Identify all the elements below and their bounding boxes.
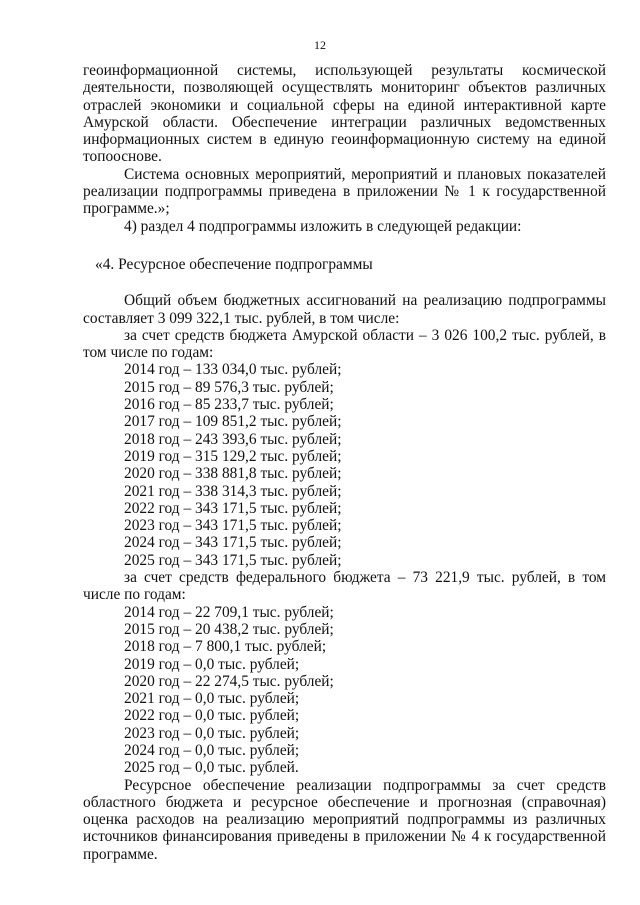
list-item: 2020 год – 338 881,8 тыс. рублей; [124, 465, 342, 483]
federal-budget-intro: за счет средств федерального бюджета – 73 221,9 тыс. рублей, в том числе по годам: [83, 569, 606, 604]
list-item: 2021 год – 338 314,3 тыс. рублей; [124, 482, 342, 500]
list-item: 2019 год – 315 129,2 тыс. рублей; [124, 447, 342, 465]
list-item: 2023 год – 343 171,5 тыс. рублей; [124, 517, 342, 535]
list-item: 2025 год – 343 171,5 тыс. рублей; [124, 551, 342, 569]
list-item: 2015 год – 89 576,3 тыс. рублей; [124, 378, 334, 396]
list-item: 2020 год – 22 274,5 тыс. рублей; [124, 672, 334, 690]
list-item: 2021 год – 0,0 тыс. рублей; [124, 690, 300, 708]
list-item: 2022 год – 343 171,5 тыс. рублей; [124, 499, 342, 517]
list-item: 2018 год – 7 800,1 тыс. рублей; [124, 638, 327, 656]
intro-paragraph: геоинформационной системы, использующей результаты космической деятельности, позволяющей осуществлять мониторинг объектов различных отраслей экономики и социальной сферы на единой интерактивной карте Амурской области. Обеспечение интеграции различных ведомственных информационных систем в единую геоинформационную систему на единой топооснове. [83, 62, 606, 166]
list-item: 2014 год – 133 034,0 тыс. рублей; [124, 361, 342, 379]
system-paragraph: Система основных мероприятий, мероприятий и плановых показателей реализации подпрограммы приведена в приложении № 1 к государственной программе.»; [83, 165, 606, 218]
federal-years-list [83, 604, 606, 777]
list-item: 2024 год – 343 171,5 тыс. рублей; [124, 534, 342, 552]
list-item: 2018 год – 243 393,6 тыс. рублей; [124, 430, 342, 448]
section-heading: «4. Ресурсное обеспечение подпрограммы [95, 255, 373, 273]
list-item: 2014 год – 22 709,1 тыс. рублей; [124, 603, 334, 621]
list-item: 2019 год – 0,0 тыс. рублей; [124, 655, 300, 673]
closing-paragraph: Ресурсное обеспечение реализации подпрограммы за счет средств областного бюджета и ресурсное обеспечение и прогнозная (справочная) оценка расходов на реализацию мероприятий подпрограммы из различных источников финансирования приведены в приложении № 4 к государственной программе. [83, 776, 606, 863]
total-allocation-paragraph: Общий объем бюджетных ассигнований на реализацию подпрограммы составляет 3 099 322,1 тыс. рублей, в том числе: [83, 292, 606, 327]
list-item: 2016 год – 85 233,7 тыс. рублей; [124, 396, 334, 414]
page-number: 12 [314, 38, 326, 52]
list-item: 2023 год – 0,0 тыс. рублей; [124, 724, 300, 742]
document-body [83, 62, 606, 863]
regional-budget-intro: за счет средств бюджета Амурской области – 3 026 100,2 тыс. рублей, в том числе по годам: [83, 326, 606, 362]
list-item: 2025 год – 0,0 тыс. рублей. [124, 759, 299, 777]
instruction-paragraph: 4) раздел 4 подпрограммы изложить в следующей редакции: [124, 217, 522, 235]
regional-years-list [83, 361, 606, 569]
list-item: 2017 год – 109 851,2 тыс. рублей; [124, 413, 342, 431]
list-item: 2022 год – 0,0 тыс. рублей; [124, 707, 300, 725]
list-item: 2024 год – 0,0 тыс. рублей; [124, 741, 300, 759]
list-item: 2015 год – 20 438,2 тыс. рублей; [124, 620, 334, 638]
